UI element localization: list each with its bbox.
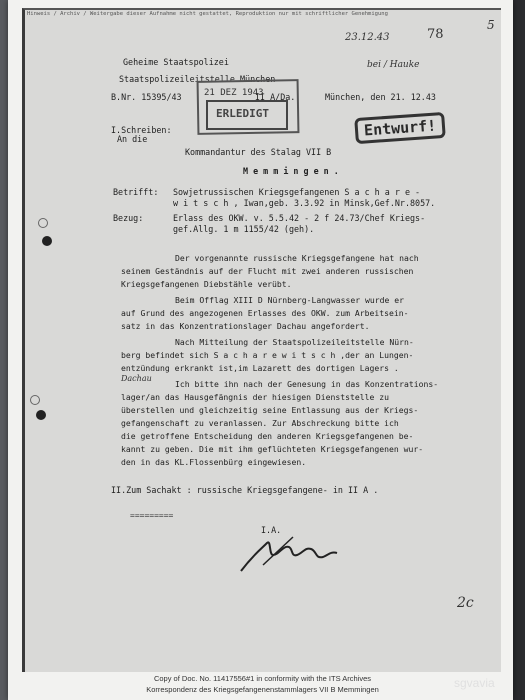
betrifft-label: Betrifft: bbox=[113, 187, 159, 197]
section-2: II.Zum Sachakt : russische Kriegsgefangene- in II A . bbox=[111, 485, 379, 495]
stamp-date: 21 DEZ 1943 bbox=[204, 88, 264, 98]
signature bbox=[233, 525, 343, 580]
handwritten-insert: Dachau bbox=[121, 374, 152, 383]
recipient-line-1: Kommandantur des Stalag VII B bbox=[185, 147, 332, 157]
place-date: München, den 21. 12.43 bbox=[325, 92, 436, 102]
body-line-6: satz in das Konzentrationslager Dachau angefordert. bbox=[121, 321, 370, 331]
punch-hole-ring-top bbox=[38, 218, 48, 228]
punch-hole-top bbox=[42, 236, 52, 246]
entwurf-stamp: Entwurf! bbox=[354, 112, 446, 144]
body-line-3: Kriegsgefangenen Diebstähle verübt. bbox=[121, 279, 292, 289]
body-line-1: Der vorgenannte russische Kriegsgefangene hat nach bbox=[175, 253, 419, 263]
page-mark: 5 bbox=[487, 18, 495, 32]
ia-label: I.A. bbox=[261, 525, 282, 535]
archive-header: Hinweis / Archiv / Weitergabe dieser Aufnahme nicht gestattet, Reproduktion nur mit schriftlicher Genehmigung bbox=[27, 11, 388, 17]
footer-line-2: Korrespondenz des Kriegsgefangenenstammlagers VII B Memmingen bbox=[146, 685, 379, 694]
agency-line-1: Geheime Staatspolizei bbox=[123, 57, 229, 67]
page-number: 78 bbox=[427, 27, 444, 42]
body-line-10: Ich bitte ihn nach der Genesung in das Konzentrations- bbox=[175, 379, 439, 389]
stamp-text: ERLEDIGT bbox=[216, 107, 269, 120]
footer-line-1: Copy of Doc. No. 11417556#1 in conformity with the ITS Archives bbox=[153, 674, 372, 683]
bezug-line-1: Erlass des OKW. v. 5.5.42 - 2 f 24.73/Chef Kriegs- bbox=[173, 213, 426, 223]
body-line-4: Beim Offlag XIII D Nürnberg-Langwasser wurde er bbox=[175, 295, 405, 305]
bezug-line-2: gef.Allg. 1 m 1155/42 (geh). bbox=[173, 224, 315, 234]
received-stamp bbox=[206, 100, 288, 130]
betrifft-line-1: Sowjetrussischen Kriegsgefangenen S a c h a r e - bbox=[173, 187, 421, 197]
section-separator: ========= bbox=[130, 511, 174, 520]
section-1-label: I.Schreiben: bbox=[111, 125, 172, 135]
body-line-11: lager/an das Hausgefängnis der hiesigen Dienststelle zu bbox=[121, 392, 390, 402]
body-line-7: Nach Mitteilung der Staatspolizeileitstelle Nürn- bbox=[175, 337, 414, 347]
body-line-14: die getroffene Entscheidung den anderen Kriegsgefangenen be- bbox=[121, 431, 414, 441]
body-line-16: den in das KL.Flossenbürg eingewiesen. bbox=[121, 457, 307, 467]
punch-hole-bottom bbox=[36, 410, 46, 420]
body-line-9: entzündung erkrankt ist,im Lazarett des dortigen Lagers . bbox=[121, 363, 399, 373]
body-line-13: gefangenschaft zu veranlassen. Zur Abschreckung bitte ich bbox=[121, 418, 399, 428]
body-line-12: überstellen und gleichzeitig seine Entlassung aus der Kriegs- bbox=[121, 405, 419, 415]
bezug-label: Bezug: bbox=[113, 213, 144, 223]
recipient-line-2: M e m m i n g e n . bbox=[243, 166, 339, 176]
corner-mark: 2c bbox=[457, 595, 474, 611]
handwritten-note: bei / Hauke bbox=[367, 60, 420, 70]
body-line-2: seinem Geständnis auf der Flucht mit zwei anderen russischen bbox=[121, 266, 414, 276]
body-line-5: auf Grund des angezogenen Erlasses des OKW. zum Arbeitsein- bbox=[121, 308, 409, 318]
department: II A/Da. bbox=[255, 92, 296, 102]
handwritten-date: 23.12.43 bbox=[345, 32, 390, 43]
punch-hole-ring-bottom bbox=[30, 395, 40, 405]
agency-line-2: Staatspolizeileitstelle München bbox=[119, 74, 276, 84]
reference-number: B.Nr. 15395/43 bbox=[111, 92, 182, 102]
an-die: An die bbox=[117, 134, 148, 144]
betrifft-line-2: w i t s c h , Iwan,geb. 3.3.92 in Minsk,Gef.Nr.8057. bbox=[173, 198, 436, 208]
body-line-8: berg befindet sich S a c h a r e w i t s c h ,der an Lungen- bbox=[121, 350, 414, 360]
watermark: sgvavia bbox=[454, 676, 495, 690]
body-line-15: kannt zu geben. Die mit ihm geflüchteten Kriegsgefangenen wur- bbox=[121, 444, 424, 454]
